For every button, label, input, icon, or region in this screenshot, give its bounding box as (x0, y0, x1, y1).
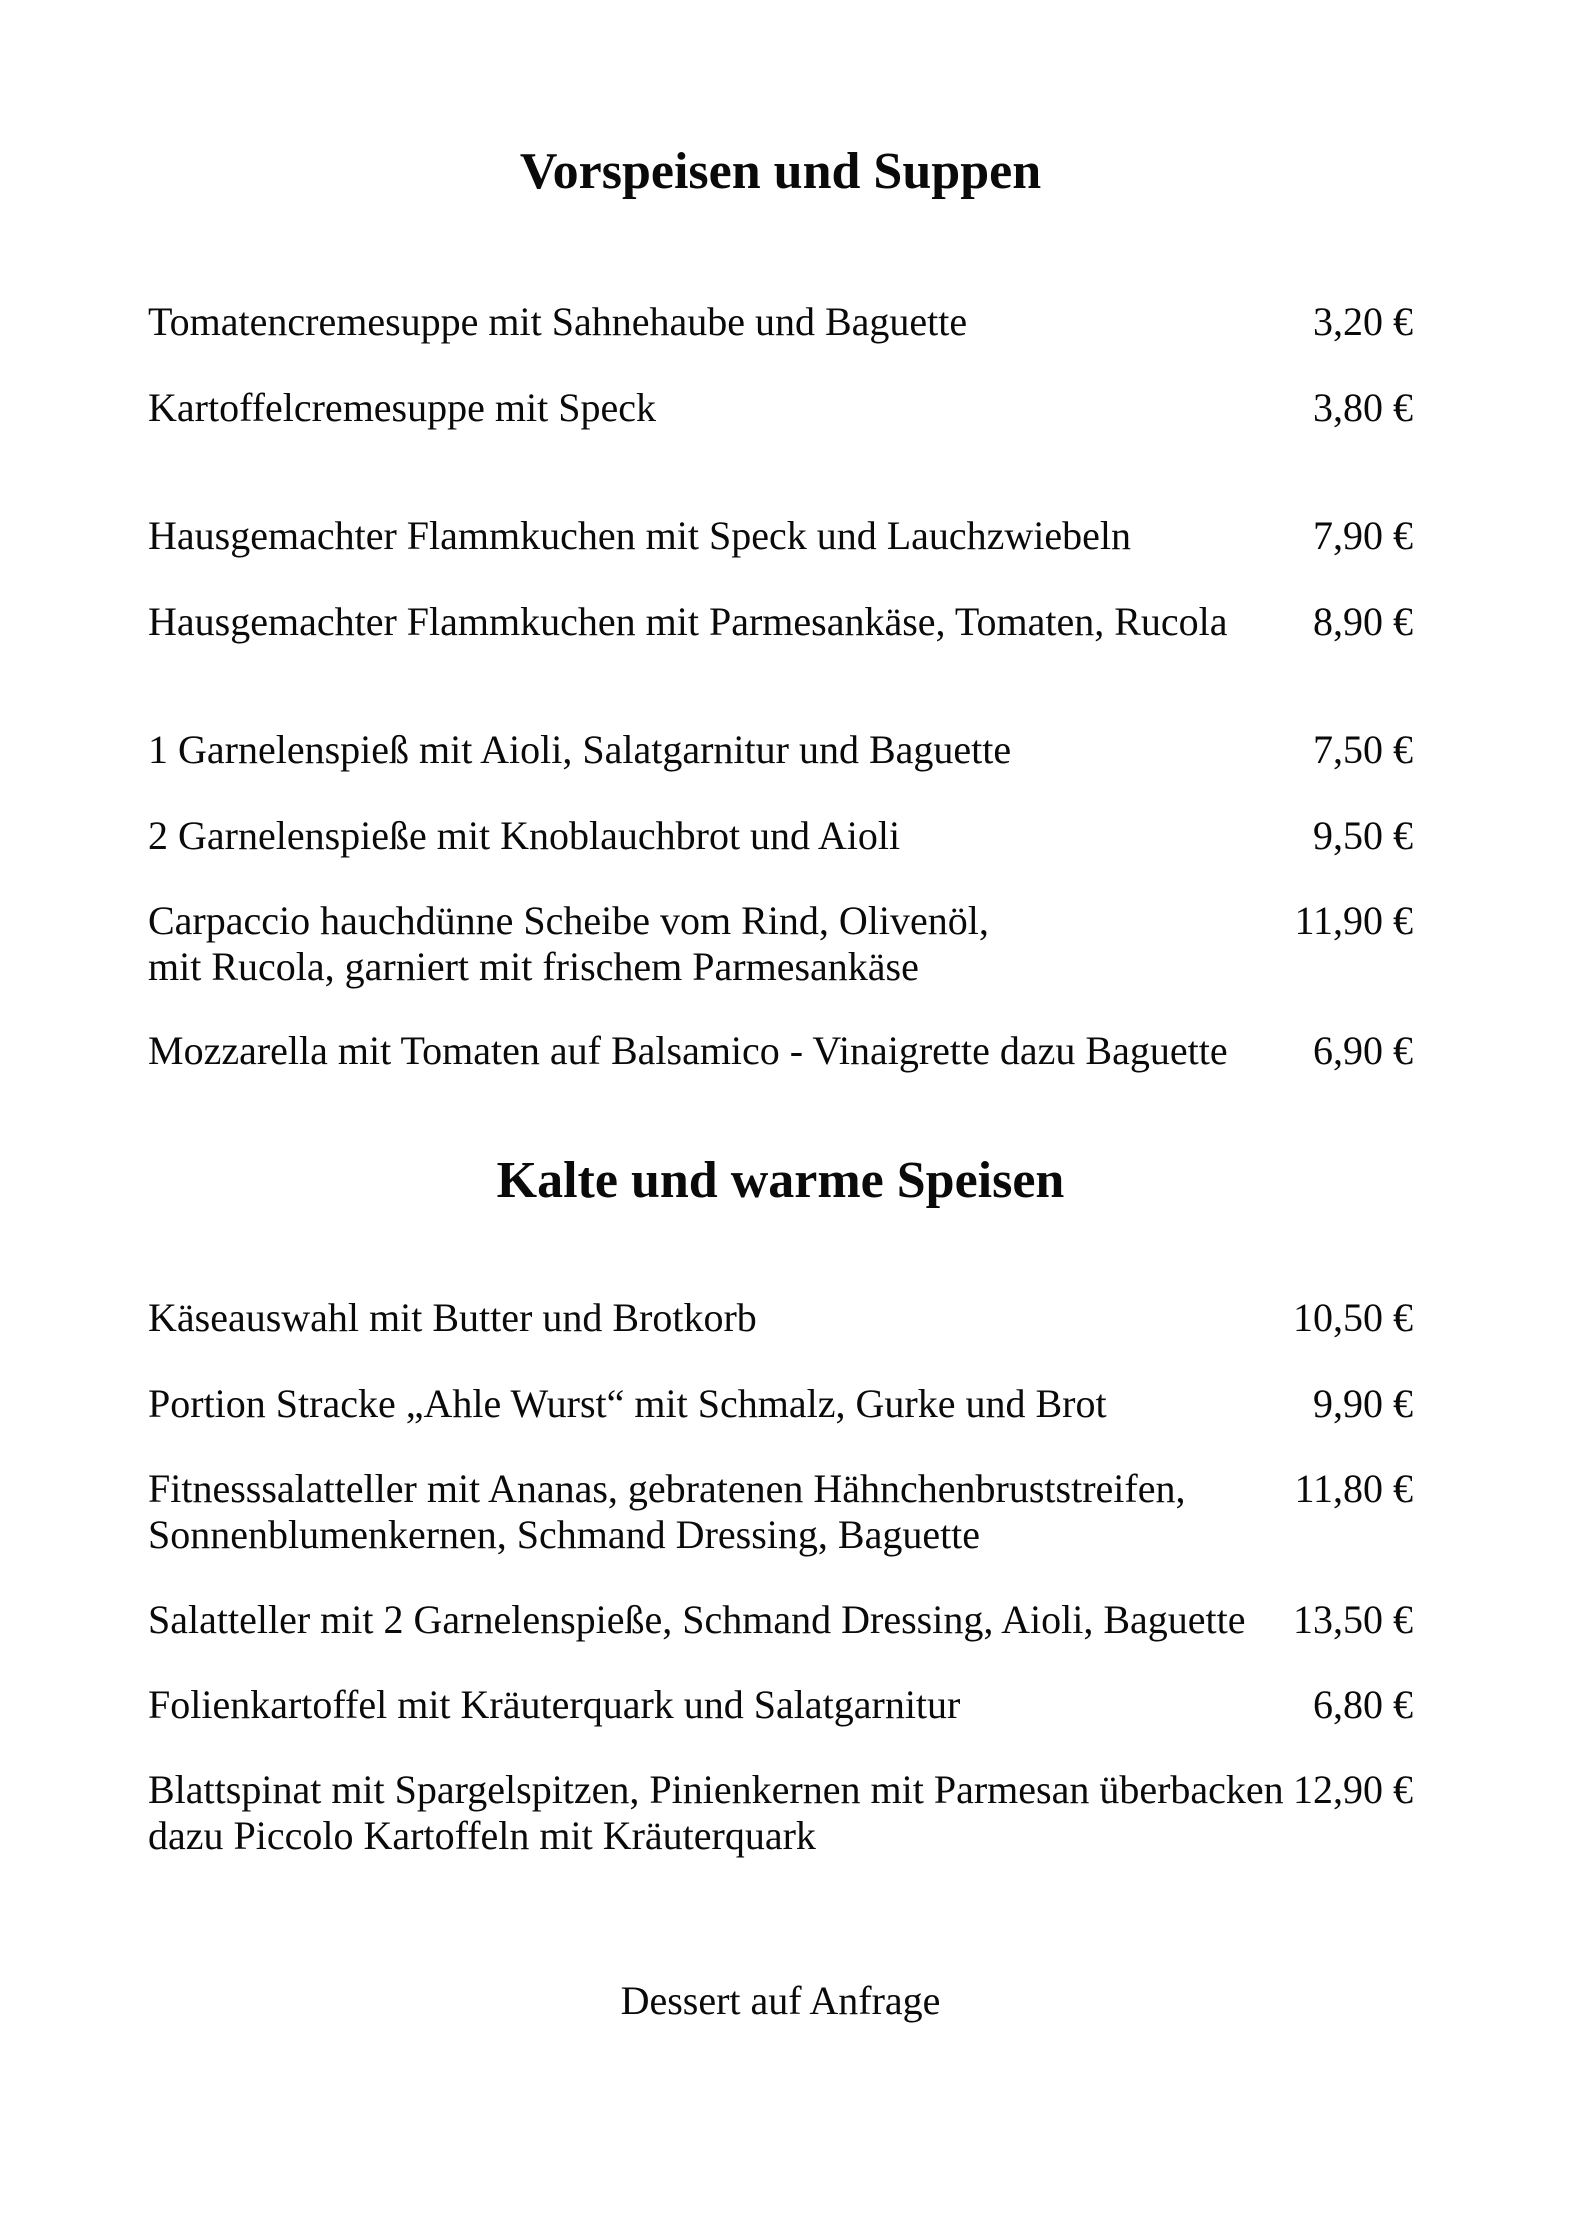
item-price: 6,90 € (1313, 1028, 1413, 1073)
item-name: Hausgemachter Flammkuchen mit Parmesankäse, Tomaten, Rucola (148, 599, 1228, 644)
menu-item-row (148, 898, 1413, 990)
menu-item-row (148, 727, 1413, 773)
item-name: Käseauswahl mit Butter und Brotkorb (148, 1295, 757, 1340)
menu-item-row (148, 599, 1413, 645)
item-name: Kartoffelcremesuppe mit Speck (148, 385, 656, 430)
item-name: Portion Stracke „Ahle Wurst“ mit Schmalz, Gurke und Brot (148, 1381, 1107, 1426)
item-name: Carpaccio hauchdünne Scheibe vom Rind, Olivenöl, (148, 898, 989, 943)
item-price: 7,50 € (1313, 727, 1413, 772)
menu-item-row (148, 1295, 1413, 1341)
menu-item-row (148, 299, 1413, 345)
item-price: 11,90 € (1294, 898, 1413, 943)
item-price: 8,90 € (1313, 599, 1413, 644)
item-price: 13,50 € (1293, 1597, 1413, 1642)
item-price: 6,80 € (1313, 1682, 1413, 1727)
menu-item-row (148, 513, 1413, 559)
menu-item-row (148, 1466, 1413, 1558)
item-price: 9,50 € (1313, 813, 1413, 858)
item-name-line2: Sonnenblumenkernen, Schmand Dressing, Baguette (148, 1512, 981, 1557)
item-name: Blattspinat mit Spargelspitzen, Pinienkernen mit Parmesan überbacken (148, 1767, 1284, 1812)
item-price: 3,20 € (1313, 299, 1413, 344)
dessert-note: Dessert auf Anfrage (620, 1978, 941, 2023)
item-name: Fitnesssalatteller mit Ananas, gebratenen Hähnchenbruststreifen, (148, 1466, 1186, 1511)
section-title-kalte-warme-speisen: Kalte und warme Speisen (496, 1152, 1065, 1209)
item-name-line2: dazu Piccolo Kartoffeln mit Kräuterquark (148, 1813, 816, 1858)
menu-item-row (148, 1767, 1413, 1859)
item-price: 11,80 € (1294, 1466, 1413, 1511)
item-name: Tomatencremesuppe mit Sahnehaube und Baguette (148, 299, 968, 344)
item-price: 10,50 € (1293, 1295, 1413, 1340)
item-name-line2: mit Rucola, garniert mit frischem Parmesankäse (148, 944, 919, 989)
item-name: 1 Garnelenspieß mit Aioli, Salatgarnitur und Baguette (148, 727, 1012, 772)
item-name: Folienkartoffel mit Kräuterquark und Salatgarnitur (148, 1682, 961, 1727)
item-name: 2 Garnelenspieße mit Knoblauchbrot und Aioli (148, 813, 901, 858)
item-price: 3,80 € (1313, 385, 1413, 430)
item-price: 12,90 € (1293, 1767, 1413, 1812)
menu-item-row (148, 1381, 1413, 1427)
menu-item-row (148, 813, 1413, 859)
item-price: 9,90 € (1313, 1381, 1413, 1426)
item-price: 7,90 € (1313, 513, 1413, 558)
section-title-vorspeisen: Vorspeisen und Suppen (519, 143, 1042, 200)
item-name: Salatteller mit 2 Garnelenspieße, Schmand Dressing, Aioli, Baguette (148, 1597, 1246, 1642)
menu-item-row (148, 385, 1413, 431)
menu-item-row (148, 1028, 1413, 1074)
item-name: Hausgemachter Flammkuchen mit Speck und Lauchzwiebeln (148, 513, 1132, 558)
menu-item-row (148, 1682, 1413, 1728)
menu-item-row (148, 1597, 1413, 1643)
item-name: Mozzarella mit Tomaten auf Balsamico - Vinaigrette dazu Baguette (148, 1028, 1228, 1073)
